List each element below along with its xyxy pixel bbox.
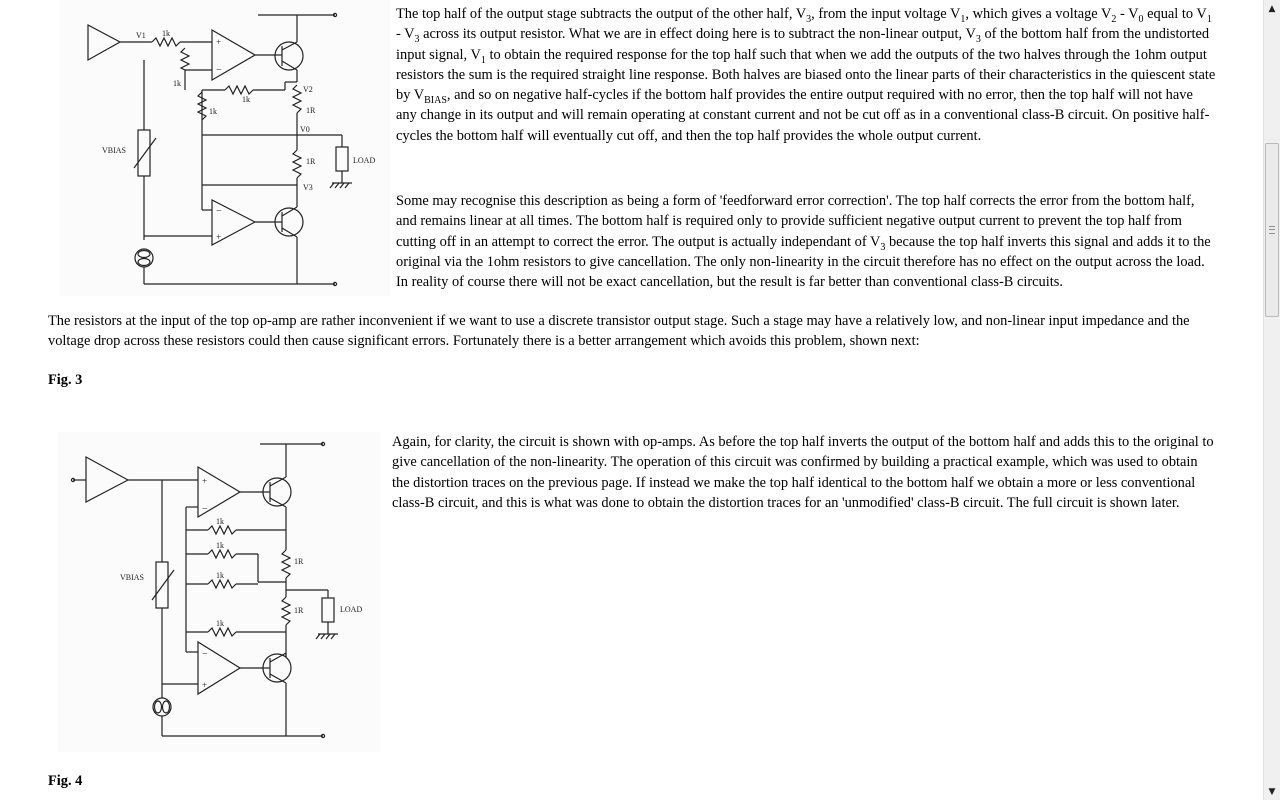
fig4-label-r2: 1k (216, 541, 224, 550)
fig4-label-r4: 1k (216, 619, 224, 628)
paragraph-2: Some may recognise this description as being a form of 'feedforward error correction'. The top half corrects the error from the bottom half, and remains linear at all times. The bottom half is required only to provide sufficient negative output current to prevent the top half from cutting off in an attempt to correct the error. The output is actually independant of $V_3$ because the top half inverts this signal and adds it to the original via the 1ohm resistors to give cancellation. The only non-linearity in the circuit therefore has no effect on the output across the load. In reality of course there will not be exact cancellation, but the result is far better than conventional class-B circuits. (396, 193, 1211, 291)
opamp-bottom-minus: − (216, 206, 222, 217)
label-r-in: 1k (162, 29, 170, 38)
fig-4-caption: Fig. 4 (48, 773, 83, 789)
fig4-label-r-out2: 1R (294, 606, 304, 615)
label-v0: V0 (300, 125, 310, 134)
label-r-out1: 1R (306, 106, 316, 115)
fig4-label-load: LOAD (340, 605, 363, 614)
fig4-opamp-bottom-plus: + (202, 680, 208, 690)
label-r-out2: 1R (306, 157, 316, 166)
label-r-left: 1k (173, 79, 181, 88)
vertical-scrollbar[interactable] (1263, 0, 1280, 800)
label-r-mid: 1k (242, 95, 250, 104)
scroll-up-arrow-icon[interactable]: ▲ (1268, 3, 1276, 14)
fig4-label-vbias: VBIAS (120, 573, 145, 582)
opamp-top-plus: + (216, 37, 222, 47)
fig4-label-r1: 1k (216, 517, 224, 526)
fig-3-caption: Fig. 3 (48, 372, 83, 388)
opamp-bottom-plus: + (216, 232, 222, 242)
label-v1: V1 (136, 31, 146, 40)
label-load: LOAD (353, 156, 376, 165)
label-v2: V2 (303, 85, 313, 94)
label-v3: V3 (303, 183, 313, 192)
paragraph-4: Again, for clarity, the circuit is shown with op-amps. As before the top half inverts the output of the bottom half and adds this to the original to give cancellation of the non-linearity. The operation of this circuit was confirmed by building a practical example, which was used to obtain the distortion traces on the previous page. If instead we make the top half identical to the bottom half we obtain a more or less conventional class-B circuit, and this is what was done to obtain the distortion traces for an 'unmodified' class-B circuit. The full circuit is shown later. (392, 434, 1214, 511)
fig4-opamp-bottom-minus: − (202, 649, 208, 660)
label-vbias: VBIAS (102, 146, 127, 155)
scroll-down-arrow-icon[interactable]: ▼ (1268, 786, 1276, 797)
opamp-top-minus: − (216, 65, 222, 76)
figure-3-circuit-diagram (60, 0, 390, 296)
fig4-opamp-top-plus: + (202, 476, 208, 486)
figure-4-circuit-diagram (58, 432, 380, 752)
scrollbar-grip-icon (1269, 226, 1275, 234)
scrollbar-track[interactable] (1264, 17, 1280, 783)
fig4-opamp-top-minus: − (202, 504, 208, 515)
fig4-label-r3: 1k (216, 571, 224, 580)
scrollbar-thumb[interactable] (1265, 143, 1279, 317)
label-r-top: 1k (209, 107, 217, 116)
paragraph-1: The top half of the output stage subtracts the output of the other half, $V_3$, from the input voltage $V_1$, which gives a voltage $V_2 - V_0$ equal to $V_1 - V_3$ across its output resistor. What we are in effect doing here is to subtract the non-linear output, $V_3$ of the bottom half from the undistorted input signal, $V_1$ to obtain the required response for the top half such that when we add the outputs of the two halves through the 1ohm output resistors the sum is the required straight line response. Both halves are biased onto the linear parts of their characteristics in the quiescent state by $V_{BIAS}$, and so on negative half-cycles if the bottom half provides the entire output required with no error, then the top half will not have any change in its output and will remain operating at constant current and not be cut off as in a conventional class-B circuit. On positive half-cycles the bottom half will eventually cut off, and then the top half provides the whole output current. (396, 6, 1216, 144)
fig4-label-r-out1: 1R (294, 557, 304, 566)
paragraph-3: The resistors at the input of the top op-amp are rather inconvenient if we want to use a discrete transistor output stage. Such a stage may have a relatively low, and non-linear input impedance and the voltage drop across these resistors could then cause significant errors. Fortunately there is a better arrangement which avoids this problem, shown next: (48, 313, 1190, 350)
